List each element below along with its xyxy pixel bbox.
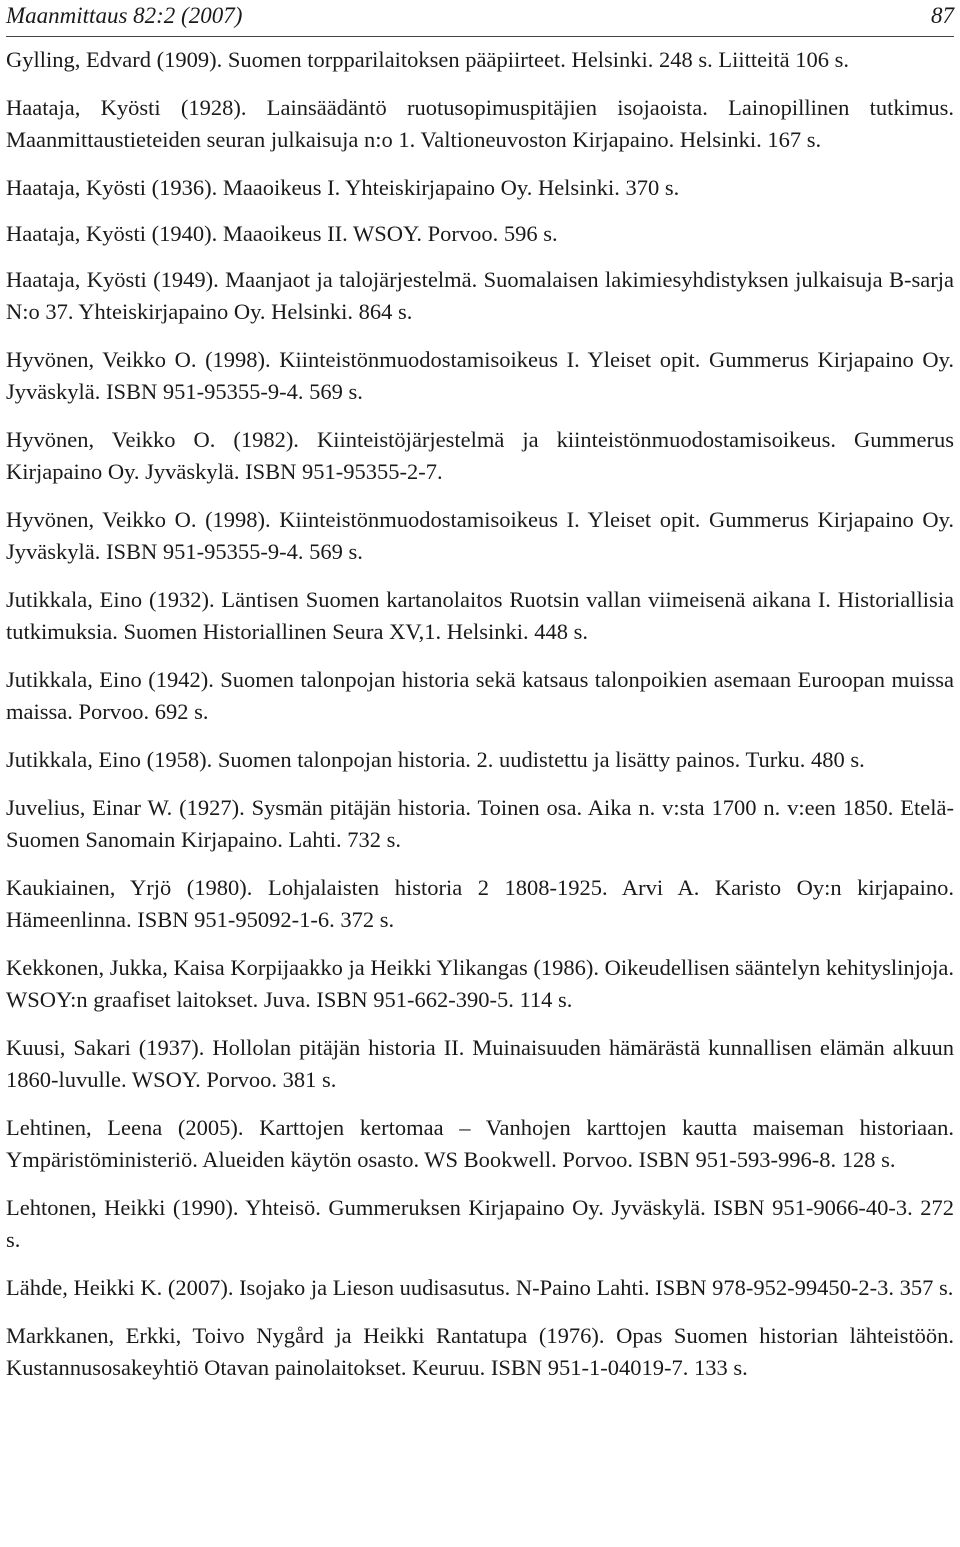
reference-entry: Hyvönen, Veikko O. (1998). Kiinteistönmuodostamisoikeus I. Yleiset opit. Gummerus Kirjapaino Oy. Jyväskylä. ISBN 951-95355-9-4. 569 s.	[6, 347, 954, 404]
reference-entry: Juvelius, Einar W. (1927). Sysmän pitäjän historia. Toinen osa. Aika n. v:sta 1700 n. v:een 1850. Etelä-Suomen Sanomain Kirjapaino. Lahti. 732 s.	[6, 795, 954, 852]
reference-entry: Haataja, Kyösti (1928). Lainsäädäntö ruotusopimuspitäjien isojaoista. Lainopillinen tutkimus. Maanmittaustieteiden seuran julkaisuja n:o 1. Valtioneuvoston Kirjapaino. Helsinki. 167 s.	[6, 95, 954, 152]
reference-entry: Markkanen, Erkki, Toivo Nygård ja Heikki Rantatupa (1976). Opas Suomen historian lähteistöön. Kustannusosakeyhtiö Otavan painolaitokset. Keuruu. ISBN 951-1-04019-7. 133 s.	[6, 1323, 954, 1380]
reference-entry: Jutikkala, Eino (1932). Läntisen Suomen kartanolaitos Ruotsin vallan viimeisenä aikana I. Historiallisia tutkimuksia. Suomen Historiallinen Seura XV,1. Helsinki. 448 s.	[6, 587, 954, 644]
reference-entry: Gylling, Edvard (1909). Suomen torpparilaitoksen pääpiirteet. Helsinki. 248 s. Liitteitä 106 s.	[6, 47, 849, 72]
reference-entry: Hyvönen, Veikko O. (1982). Kiinteistöjärjestelmä ja kiinteistönmuodostamisoikeus. Gummerus Kirjapaino Oy. Jyväskylä. ISBN 951-95355-2-7.	[6, 427, 954, 484]
reference-entry: Kuusi, Sakari (1937). Hollolan pitäjän historia II. Muinaisuuden hämärästä kunnallisen elämän alkuun 1860-luvulle. WSOY. Porvoo. 381 s.	[6, 1035, 954, 1092]
reference-entry: Lähde, Heikki K. (2007). Isojako ja Lieson uudisasutus. N-Paino Lahti. ISBN 978-952-99450-2-3. 357 s.	[6, 1275, 954, 1300]
reference-entry: Haataja, Kyösti (1949). Maanjaot ja talojärjestelmä. Suomalaisen lakimiesyhdistyksen julkaisuja B-sarja N:o 37. Yhteiskirjapaino Oy. Helsinki. 864 s.	[6, 267, 954, 324]
reference-entry: Kaukiainen, Yrjö (1980). Lohjalaisten historia 2 1808-1925. Arvi A. Karisto Oy:n kirjapaino. Hämeenlinna. ISBN 951-95092-1-6. 372 s.	[6, 875, 954, 932]
reference-list	[6, 44, 954, 1400]
page-number: 87	[931, 3, 954, 28]
reference-entry: Jutikkala, Eino (1958). Suomen talonpojan historia. 2. uudistettu ja lisätty painos. Turku. 480 s.	[6, 747, 865, 772]
reference-entry: Lehtinen, Leena (2005). Karttojen kertomaa – Vanhojen karttojen kautta maiseman historiaan. Ympäristöministeriö. Alueiden käytön osasto. WS Bookwell. Porvoo. ISBN 951-593-996-8. 128 s.	[6, 1115, 954, 1172]
reference-entry: Lehtonen, Heikki (1990). Yhteisö. Gummeruksen Kirjapaino Oy. Jyväskylä. ISBN 951-9066-40-3. 272 s.	[6, 1195, 954, 1252]
running-header	[6, 0, 954, 37]
reference-entry: Kekkonen, Jukka, Kaisa Korpijaakko ja Heikki Ylikangas (1986). Oikeudellisen sääntelyn kehityslinjoja. WSOY:n graafiset laitokset. Juva. ISBN 951-662-390-5. 114 s.	[6, 955, 954, 1012]
journal-title: Maanmittaus 82:2 (2007)	[6, 3, 243, 28]
reference-entry: Haataja, Kyösti (1936). Maaoikeus I. Yhteiskirjapaino Oy. Helsinki. 370 s.	[6, 175, 680, 200]
reference-entry: Jutikkala, Eino (1942). Suomen talonpojan historia sekä katsaus talonpoikien asemaan Euroopan muissa maissa. Porvoo. 692 s.	[6, 667, 954, 724]
reference-entry: Haataja, Kyösti (1940). Maaoikeus II. WSOY. Porvoo. 596 s.	[6, 221, 558, 246]
reference-entry: Hyvönen, Veikko O. (1998). Kiinteistönmuodostamisoikeus I. Yleiset opit. Gummerus Kirjapaino Oy. Jyväskylä. ISBN 951-95355-9-4. 569 s.	[6, 507, 954, 564]
